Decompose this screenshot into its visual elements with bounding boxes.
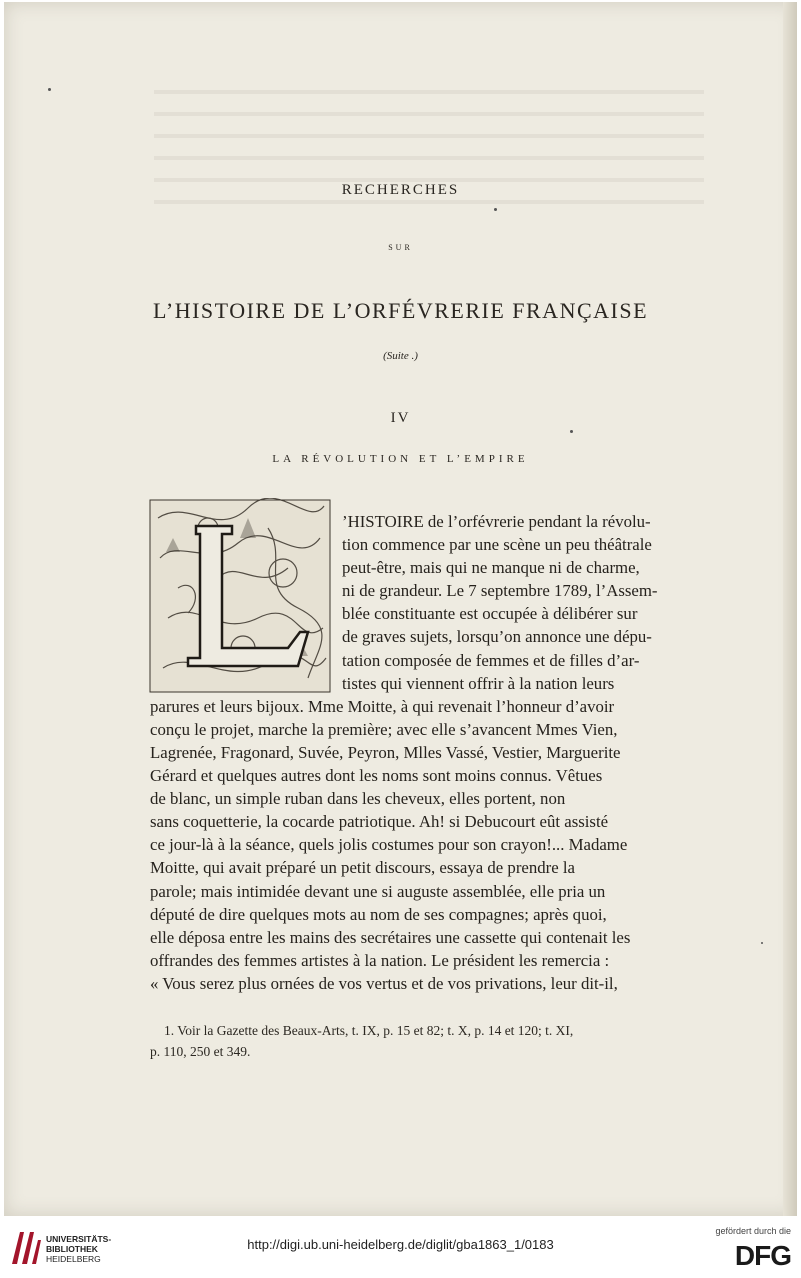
text-line: sans coquetterie, la cocarde patriotique. Ah! si Debucourt eût assisté	[150, 812, 609, 832]
footnote-line: 1. Voir la Gazette des Beaux-Arts, t. IX, p. 15 et 82; t. X, p. 14 et 120; t. XI,	[164, 1023, 574, 1038]
text-line: Lagrenée, Fragonard, Suvée, Peyron, Mlles Vassé, Vestier, Marguerite	[150, 742, 621, 762]
footnote-line: p. 110, 250 et 349.	[150, 1044, 251, 1059]
chapter-number: IV	[390, 410, 411, 426]
heading-sur: SUR	[388, 243, 413, 252]
text-line: « Vous serez plus ornées de vos vertus et de vos privations, leur dit-il,	[150, 973, 618, 993]
text-line: peut-être, mais qui ne manque ni de charme,	[342, 558, 640, 578]
heading-recherches: RECHERCHES	[341, 182, 460, 198]
text-line: ce jour-là à la séance, quels jolis costumes pour son crayon!... Madame	[150, 835, 628, 855]
library-name-line: UNIVERSITÄTS-	[46, 1234, 112, 1244]
text-line: blée constituante est occupée à délibérer sur	[342, 604, 638, 624]
text-line: ’HISTOIRE de l’orfévrerie pendant la révolu-	[342, 512, 651, 531]
text-line: tation composée de femmes et de filles d’ar-	[342, 650, 640, 670]
text-line: parole; mais intimidée devant une si auguste assemblée, elle pria un	[150, 881, 606, 901]
text-line: député de dire quelques mots au nom de ses compagnes; après quoi,	[150, 904, 607, 924]
text-line: tistes qui viennent offrir à la nation leurs	[342, 673, 615, 693]
text-line: Moitte, qui avait préparé un petit discours, essaya de prendre la	[150, 858, 575, 878]
text-line: parures et leurs bijoux. Mme Moitte, à qui revenait l’honneur d’avoir	[150, 696, 615, 716]
text-line: offrandes des femmes artistes à la nation. Le président les remercia :	[150, 950, 610, 970]
continuation-note: (Suite .)	[383, 350, 418, 362]
dfg-logo[interactable]: DFG	[734, 1240, 791, 1271]
permalink-url[interactable]: http://digi.ub.uni-heidelberg.de/diglit/gba1863_1/0183	[247, 1237, 554, 1252]
body-text	[150, 510, 700, 995]
library-name-line: BIBLIOTHEK	[46, 1244, 98, 1254]
text-line: ni de grandeur. Le 7 septembre 1789, l’Assem-	[342, 581, 658, 601]
text-line: tion commence par une scène un peu théâtrale	[342, 535, 652, 555]
article-title: L’HISTOIRE DE L’ORFÉVRERIE FRANÇAISE	[152, 298, 649, 323]
paper-speck	[494, 208, 497, 211]
bleed-through-text	[154, 90, 704, 260]
section-heading: LA RÉVOLUTION ET L’EMPIRE	[272, 453, 529, 465]
text-line: elle déposa entre les mains des secrétaires une cassette qui contenait les	[150, 927, 631, 947]
paper-speck	[570, 430, 573, 433]
library-name-line: HEIDELBERG	[46, 1254, 101, 1264]
funding-caption: gefördert durch die	[715, 1226, 791, 1236]
text-line: Gérard et quelques autres dont les noms sont moins connus. Vêtues	[150, 766, 603, 786]
paper-speck	[761, 942, 763, 944]
footnotes	[150, 1020, 698, 1062]
text-line: de blanc, un simple ruban dans les cheveux, elles portent, non	[150, 789, 566, 809]
viewer-footer	[0, 1218, 801, 1278]
text-line: de graves sujets, lorsqu’on annonce une dépu-	[342, 627, 652, 647]
text-line: conçu le projet, marche la première; avec elle s’avancent Mmes Vien,	[150, 719, 618, 739]
paper-speck	[48, 88, 51, 91]
